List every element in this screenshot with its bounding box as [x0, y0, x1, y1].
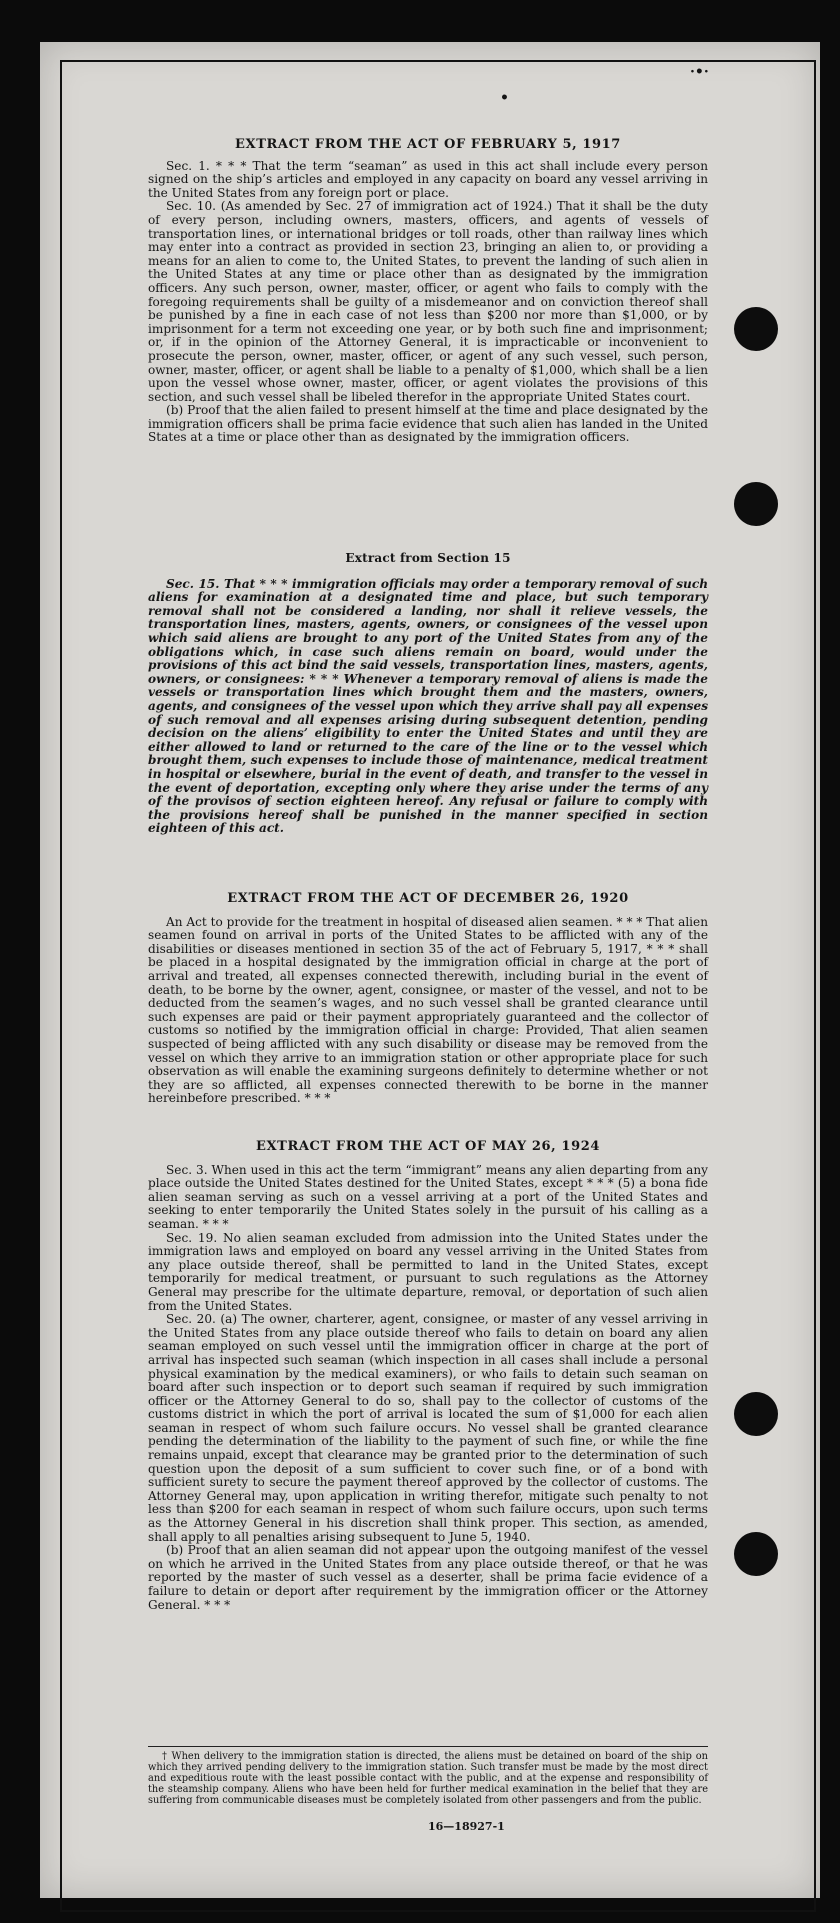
paragraph-sec-3: Sec. 3. When used in this act the term “immigrant” means any alien departing from any place outside the United States destined for the United States, except * * * (5) a bona fide alien seaman serving as such on a vessel arriving at a port of the United States and seeking to enter temporarily the United States solely in the pursuit of his calling as a seaman. * * *	[148, 1162, 708, 1231]
heading-act-1924: EXTRACT FROM THE ACT OF MAY 26, 1924	[255, 1139, 601, 1154]
footnote-text: † When delivery to the immigration station is directed, the aliens must be detained on board of the ship on which they arrived pending delivery to the immigration station. Such transfer must be made by the most direct and expeditious route with the least possible contact with the public, and at the expense and responsibility of the steamship company. Aliens who have been held for further medical examination in the belief that they are suffering from communicable diseases must be completely isolated from other passengers and from the public.	[148, 1751, 708, 1806]
paragraph-sec-1: Sec. 1. * * * That the term “seaman” as used in this act shall include every person signed on the ship’s articles and employed in any capacity on board any vessel arriving in the United States from any foreign port or place.	[148, 158, 708, 200]
form-number: 16—18927-1	[428, 1820, 505, 1833]
heading-act-1917: EXTRACT FROM THE ACT OF FEBRUARY 5, 1917	[235, 137, 621, 152]
paragraph-sec-15: Sec. 15. That * * * immigration officials may order a temporary removal of such aliens for examination at a designated time and place, but such temporary removal shall not be considered a landing, nor shall it relieve vessels, the transportation lines, masters, agents, owners, or consignees of the vessel upon which said aliens are brought to any port of the United States from any of the obligations which, in case such aliens remain on board, would under the provisions of this act bind the said vessels, transportation lines, masters, agents, owners, or consignees: * * * Whenever a temporary removal of aliens is made the vessels or transportation lines which brought them and the masters, owners, agents, and consignees of the vessel upon which they arrive shall pay all expenses of such removal and all expenses arising during subsequent detention, pending decision on the aliens’ eligibility to enter the United States and until they are either allowed to land or returned to the care of the line or to the vessel which brought them, such expenses to include those of maintenance, medical treatment in hospital or elsewhere, burial in the event of death, and transfer to the vessel in the event of deportation, excepting only where they arise under the terms of any of the provisos of section eighteen hereof. Any refusal or failure to comply with the provisions hereof shall be punished in the manner specified in section eighteen of this act.	[148, 576, 708, 836]
document-page	[40, 42, 820, 1898]
paragraph-act-1920: An Act to provide for the treatment in hospital of diseased alien seamen. * * * That alien seamen found on arrival in ports of the United States to be afflicted with any of the disabilities or diseases mentioned in section 35 of the act of February 5, 1917, * * * shall be placed in a hospital designated by the immigration official in charge at the port of arrival and treated, all expenses connected therewith, including burial in the event of death, to be borne by the owner, agent, consignee, or master of the vessel, and not to be deducted from the seamen’s wages, and no such vessel shall be granted clearance until such expenses are paid or their payment appropriately guaranteed and the collector of customs so notified by the immigration official in charge: Provided, That alien seamen suspected of being afflicted with any such disability or disease may be removed from the vessel on which they arrive to an immigration station or other appropriate place for such observation as will enable the examining surgeons definitely to determine whether or not they are so afflicted, all expenses connected therewith to be borne in the manner hereinbefore prescribed. * * *	[148, 914, 708, 1106]
footnote	[148, 1746, 708, 1806]
punch-hole	[734, 1392, 778, 1436]
heading-section-15: Extract from Section 15	[345, 551, 511, 565]
stray-mark: •	[500, 90, 509, 106]
section-act-1920	[148, 892, 708, 1106]
section-act-1924	[148, 1140, 708, 1612]
paragraph-sec-20b: (b) Proof that an alien seaman did not appear upon the outgoing manifest of the vessel on which he arrived in the United States from any place outside thereof, or that he was reported by the master of such vessel as a deserter, shall be prima facie evidence of a failure to detain or deport after requirement by the immigration officer or the Attorney General. * * *	[148, 1543, 708, 1612]
paragraph-sec-20a: Sec. 20. (a) The owner, charterer, agent, consignee, or master of any vessel arriving in the United States from any place outside thereof who fails to detain on board any alien seaman employed on such vessel until the immigration officer in charge at the port of arrival has inspected such seaman (which inspection in all cases shall include a personal physical examination by the medical examiners), or who fails to detain such seaman on board after such inspection or to deport such seaman if required by such immigration officer or the Attorney General to do so, shall pay to the collector of customs of the customs district in which the port of arrival is located the sum of $1,000 for each alien seaman in respect of whom such failure occurs. No vessel shall be granted clearance pending the determination of the liability to the payment of such fine, or while the fine remains unpaid, except that clearance may be granted prior to the determination of such question upon the deposit of a sum sufficient to cover such fine, or of a bond with sufficient surety to secure the payment thereof approved by the collector of customs. The Attorney General may, upon application in writing therefor, mitigate such penalty to not less than $200 for each seaman in respect of whom such failure occurs, upon such terms as the Attorney General in his discretion shall think proper. This section, as amended, shall apply to all penalties arising subsequent to June 5, 1940.	[148, 1312, 708, 1544]
punch-hole	[734, 307, 778, 351]
punch-hole	[734, 482, 778, 526]
paragraph-sec-19: Sec. 19. No alien seaman excluded from admission into the United States under the immigration laws and employed on board any vessel arriving in the United States from any place outside thereof, shall be permitted to land in the United States, except temporarily for medical treatment, or pursuant to such regulations as the Attorney General may prescribe for the ultimate departure, removal, or deportation of such alien from the United States.	[148, 1230, 708, 1313]
section-act-1917	[148, 138, 708, 445]
heading-act-1920: EXTRACT FROM THE ACT OF DECEMBER 26, 1920	[227, 891, 629, 906]
paragraph-sec-10: Sec. 10. (As amended by Sec. 27 of immigration act of 1924.) That it shall be the duty of every person, including owners, masters, officers, and agents of vessels of transportation lines, or international bridges or toll roads, other than railway lines which may enter into a contract as provided in section 23, bringing an alien to, or providing a means for an alien to come to, the United States, to prevent the landing of such alien in the United States at any time or place other than as designated by the immigration officers. Any such person, owner, master, officer, or agent who fails to comply with the foregoing requirements shall be guilty of a misdemeanor and on conviction thereof shall be punished by a fine in each case of not less than $200 nor more than $1,000, or by imprisonment for a term not exceeding one year, or by both such fine and imprisonment; or, if in the opinion of the Attorney General, it is impracticable or inconvenient to prosecute the person, owner, master, officer, or agent of any such vessel, such person, owner, master, officer, or agent shall be liable to a penalty of $1,000, which shall be a lien upon the vessel whose owner, master, officer, or agent violates the provisions of this section, and such vessel shall be libeled therefor in the appropriate United States court.	[148, 199, 708, 404]
paragraph-sec-10b: (b) Proof that the alien failed to present himself at the time and place designated by the immigration officers shall be prima facie evidence that such alien has landed in the United States at a time or place other than as designated by the immigration officers.	[148, 403, 708, 445]
stray-mark: ·•·	[690, 64, 709, 80]
section-15	[148, 552, 708, 836]
punch-hole	[734, 1532, 778, 1576]
